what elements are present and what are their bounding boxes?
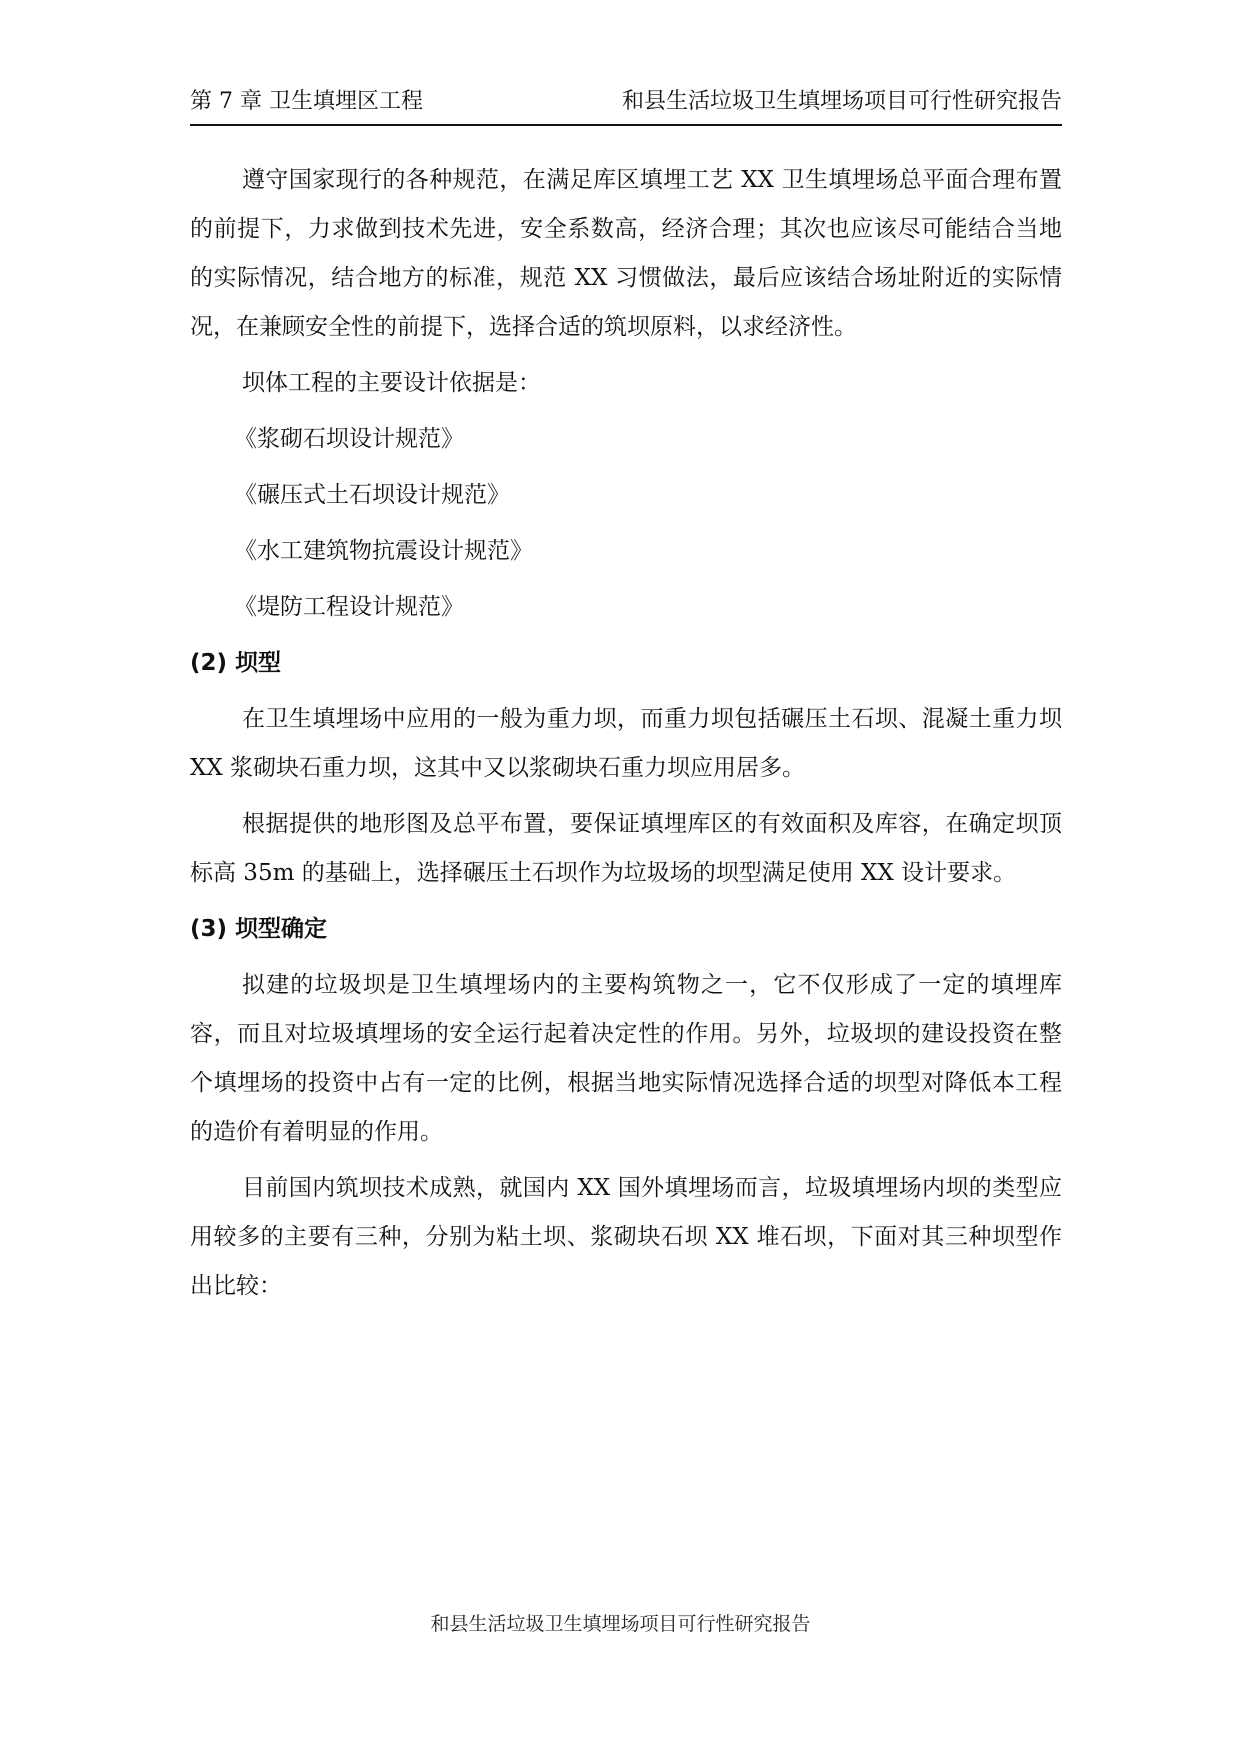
paragraph-dam-comparison: 目前国内筑坝技术成熟，就国内 XX 国外填埋场而言，垃圾填埋场内坝的类型应用较多的主要有三种，分别为粘土坝、浆砌块石坝 XX 堆石坝，下面对其三种坝型作出比较： (190, 1175, 1062, 1299)
paragraph-dam-importance: 拟建的垃圾坝是卫生填埋场内的主要构筑物之一，它不仅形成了一定的填埋库容，而且对垃圾填埋场的安全运行起着决定性的作用。另外，垃圾坝的建设投资在整个填埋场的投资中占有一定的比例，根据当地实际情况选择合适的坝型对降低本工程的造价有着明显的作用。 (190, 972, 1062, 1145)
page-body (190, 156, 1062, 1318)
section-heading-dam-type: (2) 坝型 (190, 650, 282, 676)
reference-item: 《堤防工程设计规范》 (234, 594, 464, 620)
page-footer: 和县生活垃圾卫生填埋场项目可行性研究报告 (430, 1613, 811, 1635)
reference-item: 《浆砌石坝设计规范》 (234, 426, 464, 452)
section-heading-dam-determination: (3) 坝型确定 (190, 916, 328, 942)
paragraph-design-principles: 遵守国家现行的各种规范，在满足库区填埋工艺 XX 卫生填埋场总平面合理布置的前提下，力求做到技术先进，安全系数高，经济合理；其次也应该尽可能结合当地的实际情况，结合地方的标准，规范 XX 习惯做法，最后应该结合场址附近的实际情况，在兼顾安全性的前提下，选择合适的筑坝原料，以求经济性。 (190, 167, 1062, 340)
report-title: 和县生活垃圾卫生填埋场项目可行性研究报告 (621, 89, 1062, 114)
paragraph-gravity-dam: 在卫生填埋场中应用的一般为重力坝，而重力坝包括碾压土石坝、混凝土重力坝 XX 浆砌块石重力坝，这其中又以浆砌块石重力坝应用居多。 (190, 706, 1062, 781)
reference-item: 《水工建筑物抗震设计规范》 (234, 538, 533, 564)
paragraph-dam-selection: 根据提供的地形图及总平布置，要保证填埋库区的有效面积及库容，在确定坝顶标高 35m 的基础上，选择碾压土石坝作为垃圾场的坝型满足使用 XX 设计要求。 (190, 811, 1062, 886)
paragraph-design-basis-intro: 坝体工程的主要设计依据是： (242, 370, 541, 396)
reference-item: 《碾压式土石坝设计规范》 (234, 482, 510, 508)
page-header (190, 88, 1062, 126)
chapter-title: 第 7 章 卫生填埋区工程 (190, 89, 423, 114)
